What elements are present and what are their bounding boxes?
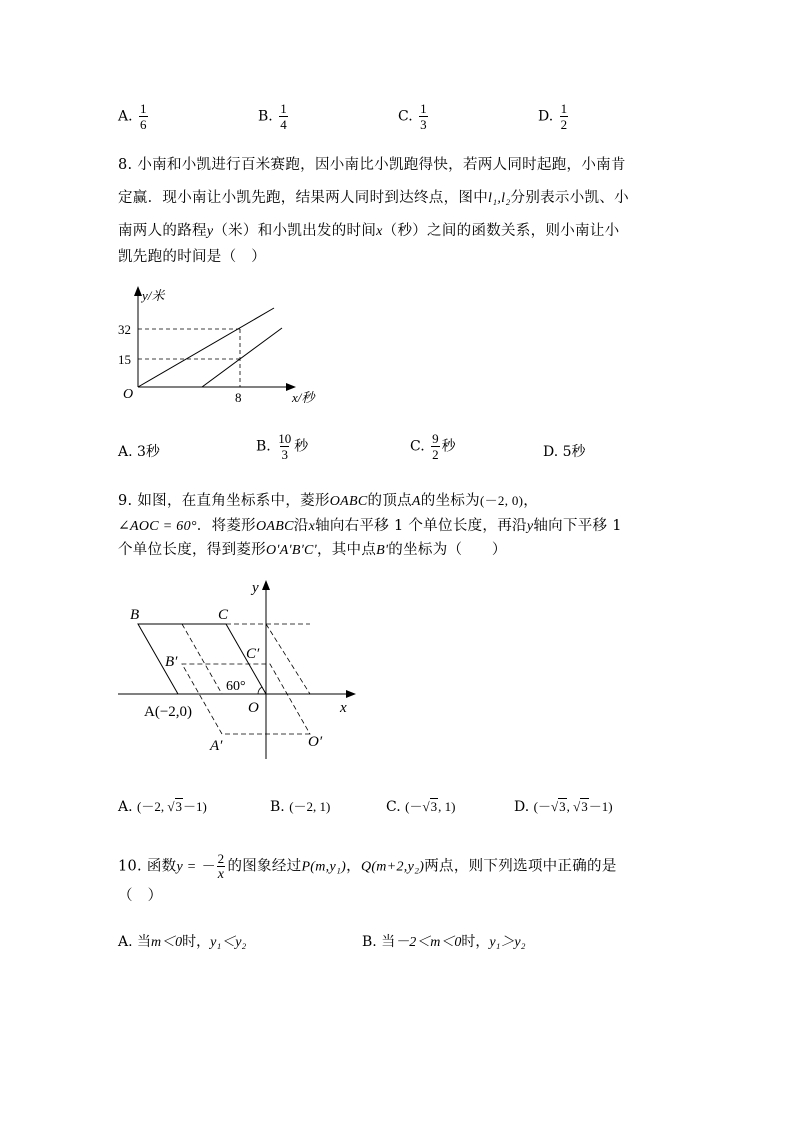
q9-dashed-aux-4 <box>266 624 310 694</box>
q9-label-y: y <box>252 580 259 596</box>
q8-option-d[interactable]: D. 5秒 <box>543 444 586 460</box>
q10-option-a[interactable]: A. 当m＜0时，y₁＜y₂ <box>118 934 247 950</box>
q7-option-a[interactable] <box>118 102 150 131</box>
q8-tick-32: 32 <box>118 322 131 337</box>
q7-option-d[interactable] <box>538 102 570 131</box>
q9-y-axis-arrow <box>262 580 270 590</box>
q8-line-1: 8. 小南和小凯进行百米赛跑，因小南比小凯跑得快，若两人同时起跑，小南肯 <box>118 157 626 173</box>
q9-label-cp: C′ <box>246 646 260 662</box>
q7-option-b-fraction: $\frac{1}{4}$ <box>280 101 287 132</box>
q8-option-c[interactable]: C. $\frac{9}{2}$ 秒 <box>410 431 456 462</box>
q8-y-label: y/米 <box>142 288 165 303</box>
q8-tick-8: 8 <box>235 390 242 405</box>
q9-label-x: x <box>340 700 347 716</box>
q7-option-b[interactable] <box>258 102 290 131</box>
q9-angle-arc <box>258 687 262 694</box>
q9-option-b[interactable]: B. (－2, 1) <box>270 799 331 815</box>
q9-label-c: C <box>218 607 229 623</box>
q9-option-a[interactable]: A. (－2, √3－1) <box>118 799 207 815</box>
q8-tick-15: 15 <box>118 352 131 367</box>
q9-line-2: ∠AOC = 60°．将菱形OABC沿x轴向右平移 1 个单位长度，再沿y轴向下平移 1 <box>118 518 622 534</box>
q9-label-b: B <box>130 607 140 623</box>
q9-x-axis-arrow <box>346 690 356 698</box>
q7-option-c[interactable] <box>398 102 430 131</box>
q7-option-a-letter: A. <box>118 108 133 125</box>
q9-label-op: O′ <box>308 734 323 750</box>
q9-line-3: 个单位长度，得到菱形OʹAʹBʹCʹ，其中点Bʹ的坐标为（ ） <box>118 542 507 558</box>
q8-option-b-fraction: $\frac{10}{3}$ <box>278 431 292 462</box>
q9-label-angle: 60° <box>226 679 246 694</box>
q9-figure <box>118 574 368 764</box>
q9-dashed-aux-1 <box>182 624 222 694</box>
q8-line-4: 凯先跑的时间是（ ） <box>118 249 266 265</box>
q7-option-b-letter: B. <box>258 108 273 125</box>
q8-graph <box>112 282 322 407</box>
q10-line-2: （ ） <box>118 888 163 904</box>
q8-origin: O <box>123 387 134 402</box>
q7-option-d-fraction: $\frac{1}{2}$ <box>560 101 568 132</box>
q9-option-d[interactable]: D. (－√3, √3－1) <box>514 799 613 815</box>
q9-rhombus-translated <box>182 664 310 734</box>
q8-line-2: 定赢．现小南让小凯先跑，结果两人同时到达终点，图中l₁,l₂分别表示小凯、小 <box>118 190 629 206</box>
q9-option-c[interactable]: C. (－√3, 1) <box>386 799 456 815</box>
q9-label-ap: A′ <box>210 738 223 754</box>
q9-line-1: 9. 如图，在直角坐标系中，菱形OABC的顶点A的坐标为(－2, 0)， <box>118 493 539 509</box>
q7-option-d-letter: D. <box>538 108 554 125</box>
q10-line-1: 10. 函数y = － $\frac{2}{x}$ 的图象经过P(m,y₁)，Q(m+2,y₂)两点，则下列选项中正确的是 <box>118 851 617 882</box>
q7-option-c-letter: C. <box>398 108 413 125</box>
q10-function-fraction: $\frac{2}{x}$ <box>217 851 225 882</box>
q9-label-bp: B′ <box>165 654 178 670</box>
q7-option-c-fraction: $\frac{1}{3}$ <box>420 101 427 132</box>
q9-label-a: A(−2,0) <box>144 704 193 720</box>
q7-option-a-fraction: $\frac{1}{6}$ <box>140 101 147 132</box>
q8-line-l1 <box>138 308 274 387</box>
q10-option-b[interactable]: B. 当－2＜m＜0时，y₁＞y₂ <box>362 934 526 950</box>
q9-label-o: O <box>248 700 259 716</box>
q8-option-b[interactable]: B. $\frac{10}{3}$ 秒 <box>256 431 309 462</box>
q8-lines-symbol: l₁,l₂ <box>488 191 511 206</box>
q8-y-axis-arrow <box>134 286 142 296</box>
q8-line-l2 <box>202 328 282 387</box>
q8-line-3: 南两人的路程y（米）和小凯出发的时间x（秒）之间的函数关系，则小南让小 <box>118 223 620 239</box>
q8-x-label: x/秒 <box>292 390 315 405</box>
q8-option-c-fraction: $\frac{9}{2}$ <box>432 431 439 462</box>
q8-option-a[interactable]: A. 3秒 <box>118 444 160 460</box>
